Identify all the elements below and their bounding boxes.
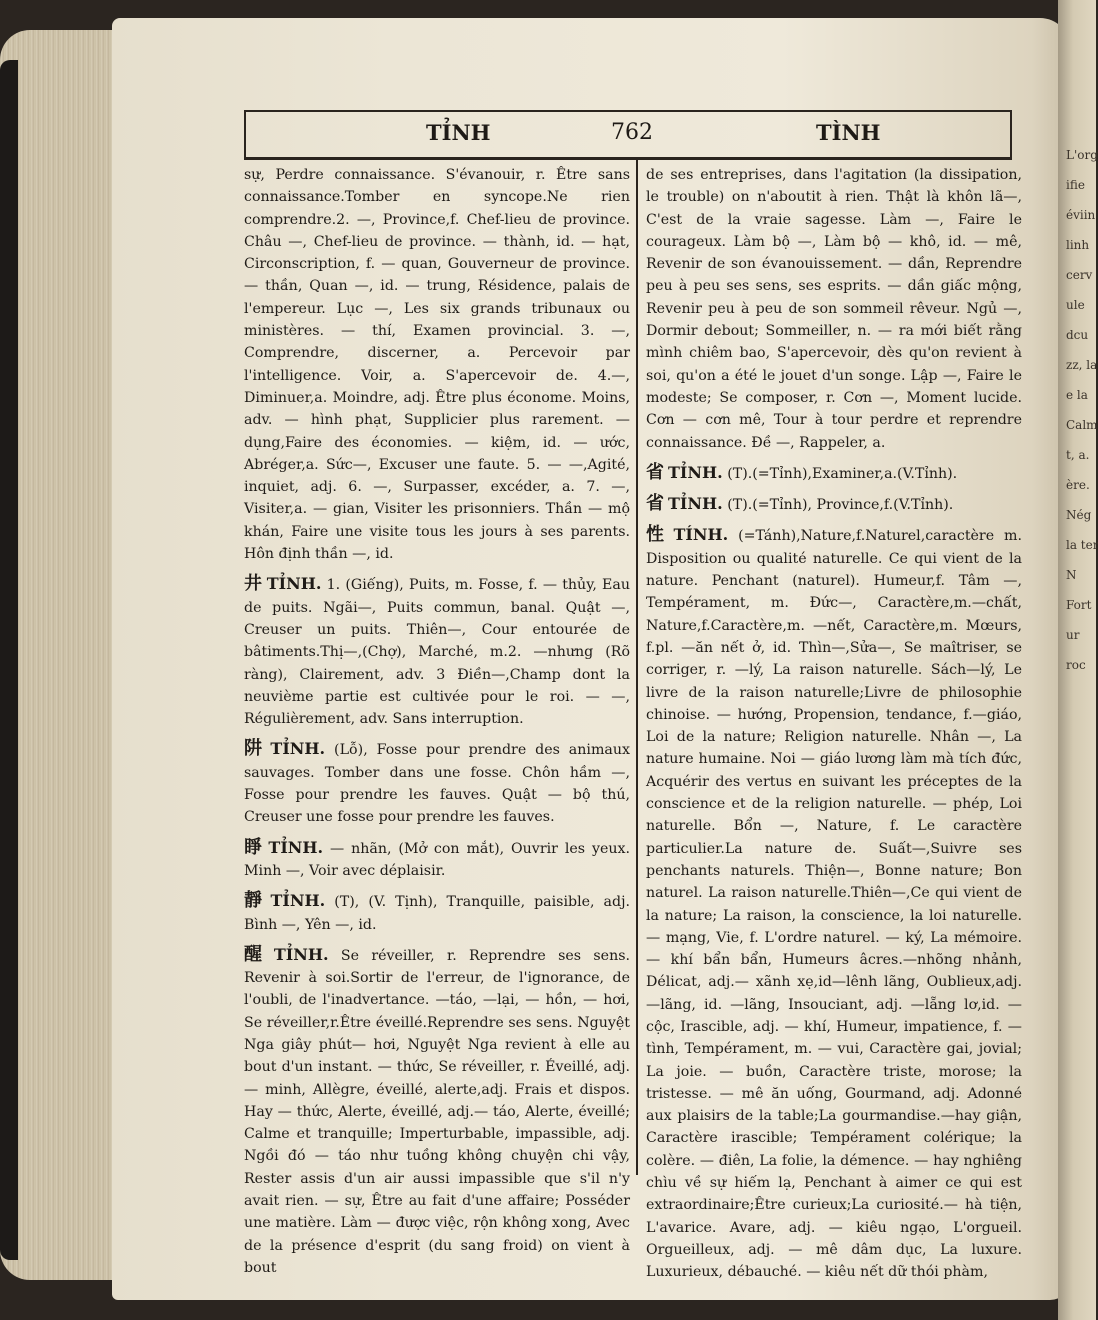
entry-definition: (Lỗ), Fosse pour prendre des animaux sauvages. Tomber dans une fosse. Chôn hầm —, Fosse pour prendre les fauves. Quật — bộ thú, Creuser une fosse pour prendre les fauves. <box>244 742 630 826</box>
right-continuation: de ses entreprises, dans l'agitation (la dissipation, le trouble) on n'aboutit à rien. Thật là khôn lã—, C'est de la vraie sagesse. Làm —, Faire le courageux. Làm bộ —, Làm bộ — khô, id. — mê, Revenir de son évanouissement. — dần, Reprendre peu à peu ses sens, ses esprits. — dần giấc mộng, Revenir peu à peu de son sommeil rêveur. Ngủ —, Dormir debout; Sommeiller, n. — ra mới biết rằng mình chiêm bao, S'apercevoir, dès qu'on revient à soi, qu'on a été le jouet d'un songe. Lập —, Faire le modeste; Se composer, r. Cơn —, Moment lucide. Cơn — cơn mê, Tour à tour perdre et reprendre connaissance. Đề —, Rappeler, a. <box>646 167 1022 451</box>
adjacent-fragment: t, a. <box>1066 448 1090 462</box>
entry-hanzi: 阱 <box>244 738 267 760</box>
entry-headword: TỈNH. <box>268 837 324 857</box>
entry-headword: TỈNH. <box>270 739 326 759</box>
adjacent-fragment: e la <box>1066 388 1088 402</box>
book-cover <box>0 60 18 1260</box>
entry-hanzi: 井 <box>244 573 263 595</box>
entry-definition: Se réveiller, r. Reprendre ses sens. Revenir à soi.Sortir de l'erreur, de l'ignorance, de l'oubli, de l'inadvertance. —táo, —lại, — hồn, — hơi, Se réveiller,r.Être éveillé.Reprendre ses sens. Nguyệt Nga giây phút— hơi, Nguyệt Nga revient à elle au bout d'un instant. — thức, Se réveiller, r. Éveillé, adj. — minh, Allègre, éveillé, alerte,adj. Frais et dispos. Hay — thức, Alerte, éveillé, adj.— táo, Alerte, éveillé; Calme et tranquille; Imperturbable, impassible, adj. Ngồi đó — táo như tuồng không chuyện chi vậy, Rester assis d'un air aussi impassible que s'il n'y avait rien. — sự, Être au fait d'une affaire; Posséder une matière. Làm — được việc, rộn không xong, Avec de la présence d'esprit (du sang froid) on vient à bout <box>244 947 631 1276</box>
entry-hanzi: 睜 <box>244 836 265 858</box>
adjacent-fragment: N <box>1066 568 1077 582</box>
adjacent-fragment: ur <box>1066 628 1080 642</box>
adjacent-fragment: linh <box>1066 238 1090 252</box>
adjacent-fragment: Calm <box>1066 418 1098 432</box>
dictionary-entry <box>244 890 630 936</box>
adjacent-fragment: Fort <box>1066 598 1092 612</box>
dictionary-entry <box>244 573 630 730</box>
entry-hanzi: 靜 <box>244 890 267 912</box>
entry-headword: TỈNH. <box>668 462 723 482</box>
header-right-word: TÌNH <box>816 120 881 145</box>
entry-headword: TỈNH. <box>273 944 329 964</box>
adjacent-fragment: dcu <box>1066 328 1089 342</box>
entry-hanzi: 省 <box>646 461 664 483</box>
left-column <box>244 164 631 1276</box>
entry-definition: (T).(=Tỉnh), Province,f.(V.Tỉnh). <box>727 497 954 514</box>
adjacent-fragment: Nég <box>1066 508 1092 522</box>
entry-headword: TỈNH. <box>668 494 723 514</box>
left-continuation: sự, Perdre connaissance. S'évanouir, r. Être sans connaissance.Tomber en syncope.Ne rien comprendre.2. —, Province,f. Chef-lieu de province. Châu —, Chef-lieu de province. — thành, id. — hạt, Circonscription, f. — quan, Gouverneur de province. — thần, Quan —, id. — trung, Résidence, palais de l'empereur. Lục —, Les six grands tribunaux ou ministères. — thí, Examen provincial. 3. —, Comprendre, discerner, a. Percevoir par l'intelligence. Voir, a. S'apercevoir de. 4.—, Diminuer,a. Moindre, adj. Être plus économe. Moins, adv. — hình phạt, Supplicier plus rarement. — dụng,Faire des économies. — kiệm, id. — ước, Abréger,a. Sức—, Excuser une faute. 5. — —,Agité, inquiet, adj. 6. —, Surpasser, excéder, a. 7. —, Visiter,a. — gian, Visiter les prisonniers. Thần — mộ khán, Faire une visite tous les jours à ses parents. Hôn định thần —, id. <box>244 167 630 563</box>
entry-definition: (T), (V. Tịnh), Tranquille, paisible, adj. Bình —, Yên —, id. <box>244 894 630 933</box>
entry-hanzi: 醒 <box>244 943 270 965</box>
adjacent-fragment: éviin <box>1066 208 1096 222</box>
dictionary-entry <box>646 493 1022 516</box>
dictionary-entry <box>244 944 630 1279</box>
entry-hanzi: 省 <box>646 493 664 515</box>
adjacent-fragment: ifie <box>1066 178 1085 192</box>
entry-definition: 1. (Giếng), Puits, m. Fosse, f. — thủy, Eau de puits. Ngãi—, Puits commun, banal. Quật —, Creuser un puits. Thiên—, Cour entourée de bâtiments.Thị—,(Chợ), Marché, m.2. —nhưng (Rõ ràng), Clairement, adv. 3 Điền—,Champ dont la neuvième partie est cultivée pour le roi. — —, Régulièrement, adv. Sans interruption. <box>244 577 631 728</box>
right-column <box>646 164 1022 1281</box>
dictionary-entry <box>646 462 1022 485</box>
page-edges <box>0 30 120 1280</box>
adjacent-fragment: zz, la <box>1066 358 1098 372</box>
header-left-word: TỈNH <box>426 120 491 145</box>
entry-headword: TÍNH. <box>673 525 729 545</box>
dictionary-entry <box>244 738 630 828</box>
entry-definition: — nhãn, (Mở con mắt), Ouvrir les yeux. Minh —, Voir avec déplaisir. <box>244 840 631 879</box>
adjacent-fragment: ule <box>1066 298 1085 312</box>
column-divider <box>636 160 638 1175</box>
dictionary-entry <box>646 524 1022 1283</box>
entry-headword: TỈNH. <box>266 574 322 594</box>
left-entries <box>244 573 630 1279</box>
page-number: 762 <box>611 120 653 145</box>
entry-definition: (T).(=Tỉnh),Examiner,a.(V.Tỉnh). <box>727 465 958 482</box>
entry-definition: (=Tánh),Nature,f.Naturel,caractère m. Disposition ou qualité naturelle. Ce qui vient de la nature. Penchant (naturel). Humeur,f. Tâm —, Tempérament, m. Đức—, Caractère,m.—chất, Nature,f.Caractère,m. —nết, Caractère,m. Mœurs, f.pl. —ăn nết ở, id. Thìn—,Sửa—, Se maîtriser, se corriger, r. —lý, La raison naturelle. Sách—lý, Le livre de la raison naturelle;Livre de philosophie chinoise. — hướng, Propension, tendance, f.—giáo, Loi de la nature; Religion naturelle. Nhân —, La nature humaine. Noi — giáo lương làm mà tích đức, Acquérir des vertus en suivant les préceptes de la conscience et de la religion naturelle. — phép, Loi naturelle. Bổn —, Nature, f. Le caractère particulier.La nature de. Suất—,Suivre ses penchants naturels. Thiện—, Bonne nature; Bon naturel. La raison naturelle.Thiên—,Ce qui vient de la nature; La raison, la conscience, la loi naturelle. — mạng, Vie, f. L'ordre naturel. — ký, La mémoire. — khí bẩn bẩn, Humeurs âcres.—nhõng nhảnh, Délicat, adj.— xãnh xẹ,id—lênh lãng, Oublieux,adj. —lãng, id. —lãng, Insouciant, adj. —lẵng lơ,id. — cộc, Irascible, adj. — khí, Humeur, impatience, f. — tình, Tempérament, m. — vui, Caractère gai, jovial; La joie. — buồn, Caractère triste, morose; la tristesse. — mê ăn uống, Gourmand, adj. Adonné aux plaisirs de la table;La gourmandise.—hay giận, Caractère irascible; Tempérament colérique; la colère. — điên, La folie, la démence. — hay nghiêng chìu về sự hiếm lạ, Penchant à aimer ce qui est extraordinaire;Être curieux;La curiosité.— hà tiện, L'avarice. Avare, adj. — kiêu ngạo, L'orgueil. Orgueilleux, adj. — mê dâm dục, La luxure. Luxurieux, débauché. — kiêu nết dữ thói phàm, <box>646 528 1022 1281</box>
page-header <box>244 110 1012 160</box>
entry-headword: TỈNH. <box>270 891 326 911</box>
adjacent-page-text <box>1066 140 1096 680</box>
entry-hanzi: 性 <box>646 524 670 546</box>
right-entries <box>646 462 1022 1284</box>
adjacent-fragment: la ter <box>1066 538 1098 552</box>
adjacent-fragment: L'org <box>1066 148 1098 162</box>
adjacent-fragment: cerv <box>1066 268 1093 282</box>
adjacent-fragment: ère. <box>1066 478 1090 492</box>
adjacent-fragment: roc <box>1066 658 1086 672</box>
dictionary-entry <box>244 837 630 883</box>
